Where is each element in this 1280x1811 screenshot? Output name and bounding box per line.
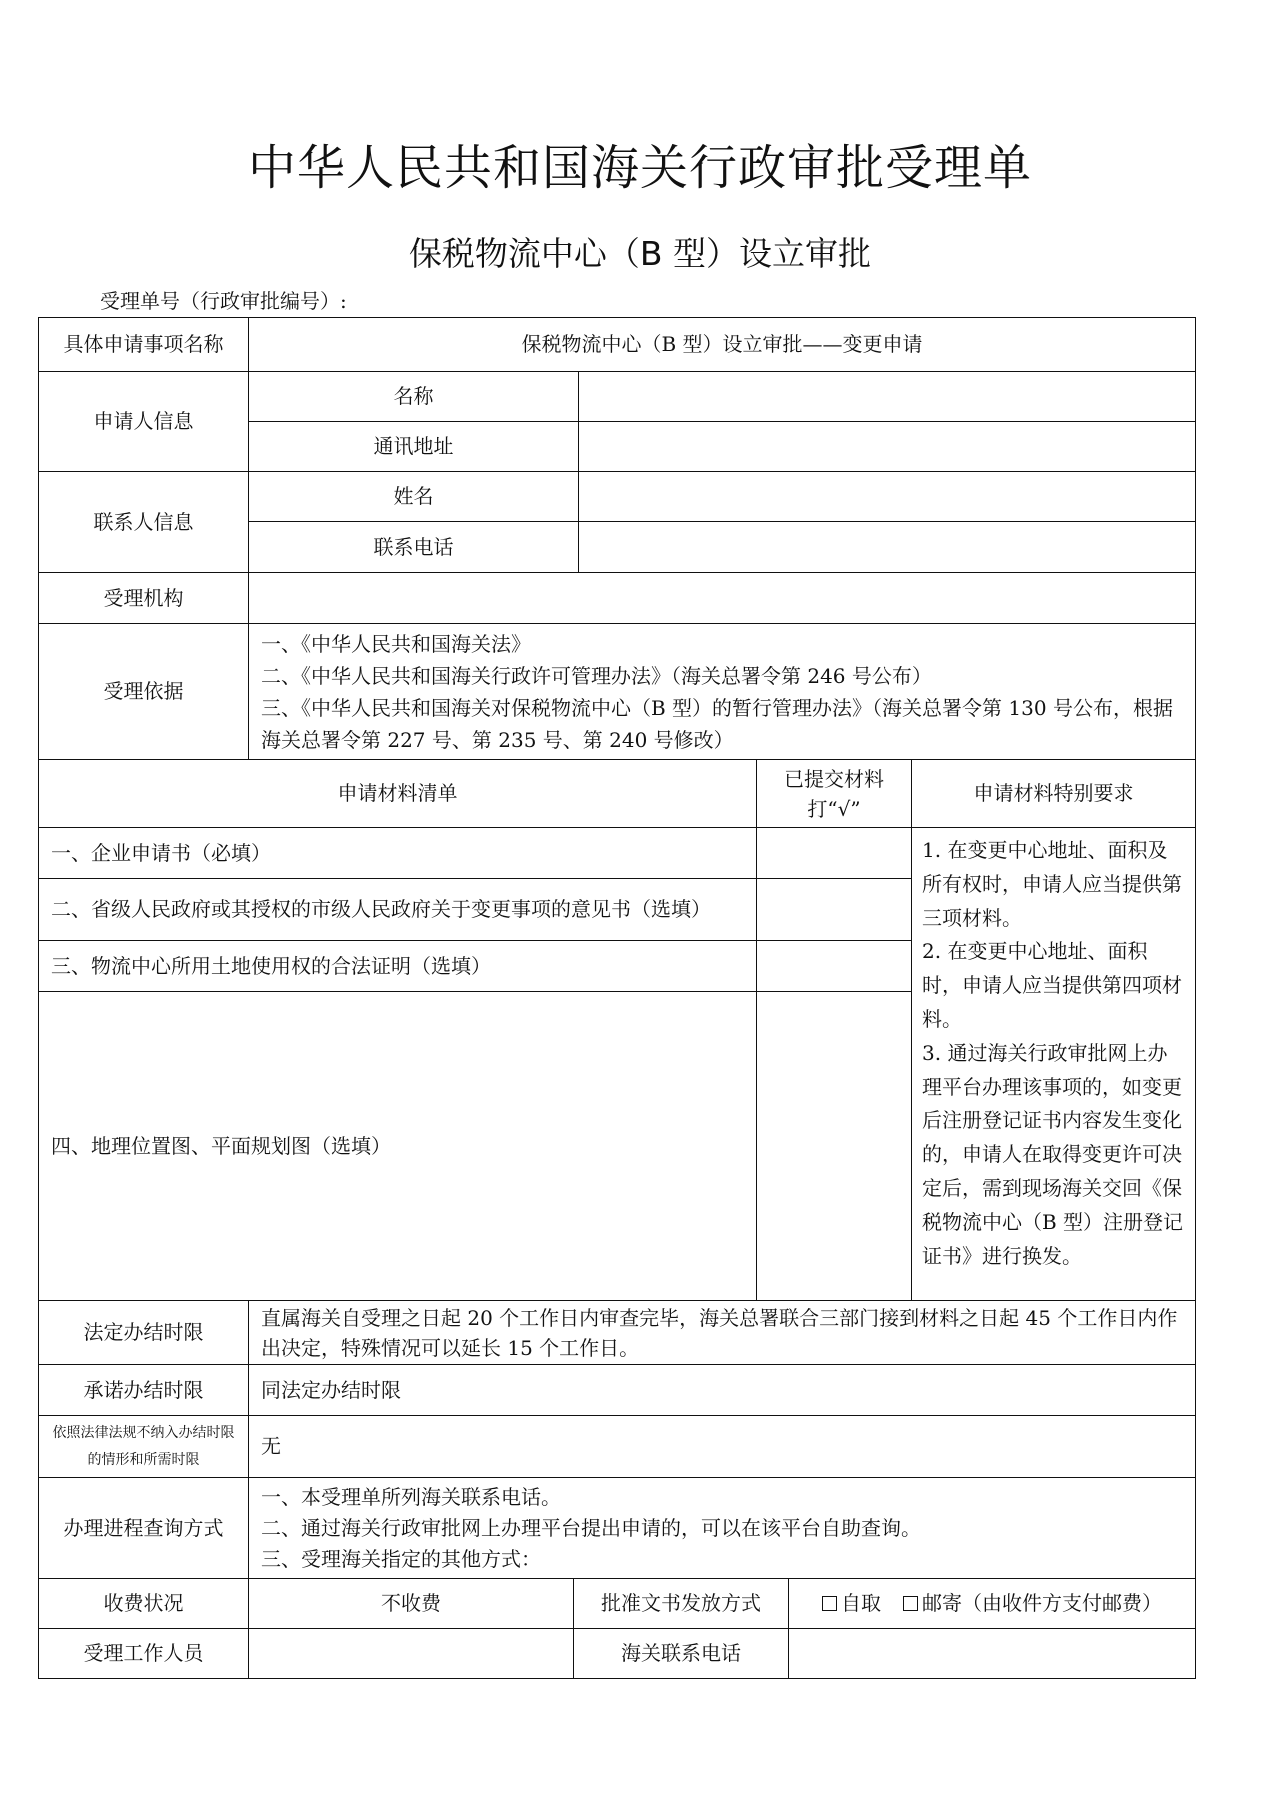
excluded-time-value: 无 <box>249 1416 1195 1478</box>
page-title: 中华人民共和国海关行政审批受理单 <box>247 140 1032 196</box>
submitted-header-line: 已提交材料 <box>784 766 884 791</box>
delivery-option-label: 自取 <box>841 1591 881 1615</box>
special-requirements-text: 1. 在变更中心地址、面积及所有权时，申请人应当提供第三项材料。 2. 在变更中心地址、面积时，申请人应当提供第四项材料。 3. 通过海关行政审批网上办理平台办理该事项的，如变更后注册登记证书内容发生变化的，申请人在取得变更许可决定后，需到现场海关交回《保税物流中心（B 型）注册登记证书》进行换发。 <box>912 828 1195 1301</box>
customs-phone-field[interactable] <box>789 1629 1195 1678</box>
legal-limit-label: 法定办结时限 <box>39 1301 249 1365</box>
applicant-address-label: 通讯地址 <box>249 422 579 472</box>
contact-name-field[interactable] <box>579 472 1195 522</box>
material-check-cell[interactable] <box>757 879 912 941</box>
delivery-option-mail[interactable] <box>903 1587 1162 1620</box>
excluded-time-label: 依照法律法规不纳入办结时限的情形和所需时限 <box>39 1416 249 1478</box>
material-item: 三、物流中心所用土地使用权的合法证明（选填） <box>39 941 757 992</box>
basis-label: 受理依据 <box>39 624 249 760</box>
staff-label: 受理工作人员 <box>39 1629 249 1678</box>
delivery-option-pickup[interactable] <box>822 1587 881 1620</box>
agency-label: 受理机构 <box>39 573 249 624</box>
basis-item: 一、《中华人民共和国海关法》 <box>261 631 531 656</box>
promised-limit-value: 同法定办结时限 <box>249 1365 1195 1416</box>
delivery-option-label: 邮寄（由收件方支付邮费） <box>922 1591 1162 1615</box>
checkbox-icon[interactable] <box>822 1596 837 1611</box>
receipt-number-label: 受理单号（行政审批编号）: <box>100 289 347 313</box>
delivery-method-label: 批准文书发放方式 <box>574 1579 789 1629</box>
progress-query-list <box>249 1478 1195 1579</box>
customs-phone-label: 海关联系电话 <box>574 1629 789 1678</box>
contact-info-label: 联系人信息 <box>39 472 249 573</box>
page-subtitle: 保税物流中心（B 型）设立审批 <box>408 234 872 273</box>
special-requirements-header: 申请材料特别要求 <box>912 760 1195 828</box>
progress-query-label: 办理进程查询方式 <box>39 1478 249 1579</box>
material-item: 四、地理位置图、平面规划图（选填） <box>39 992 757 1301</box>
fee-value: 不收费 <box>249 1579 574 1629</box>
contact-phone-field[interactable] <box>579 522 1195 573</box>
legal-limit-value: 直属海关自受理之日起 20 个工作日内审查完毕，海关总署联合三部门接到材料之日起 45 个工作日内作出决定，特殊情况可以延长 15 个工作日。 <box>249 1301 1195 1365</box>
contact-name-label: 姓名 <box>249 472 579 522</box>
delivery-method-options <box>789 1579 1195 1629</box>
basis-list <box>249 624 1195 760</box>
material-item: 二、省级人民政府或其授权的市级人民政府关于变更事项的意见书（选填） <box>39 879 757 941</box>
progress-query-item: 三、受理海关指定的其他方式： <box>261 1546 541 1571</box>
staff-field[interactable] <box>249 1629 574 1678</box>
promised-limit-label: 承诺办结时限 <box>39 1365 249 1416</box>
agency-field[interactable] <box>249 573 1195 624</box>
materials-header: 申请材料清单 <box>39 760 757 828</box>
applicant-name-field[interactable] <box>579 372 1195 422</box>
applicant-info-label: 申请人信息 <box>39 372 249 472</box>
applicant-name-label: 名称 <box>249 372 579 422</box>
progress-query-item: 二、通过海关行政审批网上办理平台提出申请的，可以在该平台自助查询。 <box>261 1515 921 1540</box>
submitted-header-line: 打“√” <box>807 796 861 821</box>
application-form-table <box>38 317 1196 1679</box>
item-name-value: 保税物流中心（B 型）设立审批——变更申请 <box>249 318 1195 372</box>
material-check-cell[interactable] <box>757 992 912 1301</box>
material-item: 一、企业申请书（必填） <box>39 828 757 879</box>
basis-item: 三、《中华人民共和国海关对保税物流中心（B 型）的暂行管理办法》（海关总署令第 130 号公布，根据海关总署令第 227 号、第 235 号、第 240 号修改） <box>261 695 1173 752</box>
progress-query-item: 一、本受理单所列海关联系电话。 <box>261 1484 561 1509</box>
checkbox-icon[interactable] <box>903 1596 918 1611</box>
contact-phone-label: 联系电话 <box>249 522 579 573</box>
item-name-label: 具体申请事项名称 <box>39 318 249 372</box>
material-check-cell[interactable] <box>757 828 912 879</box>
basis-item: 二、《中华人民共和国海关行政许可管理办法》（海关总署令第 246 号公布） <box>261 663 932 688</box>
applicant-address-field[interactable] <box>579 422 1195 472</box>
submitted-header <box>757 760 912 828</box>
material-check-cell[interactable] <box>757 941 912 992</box>
fee-label: 收费状况 <box>39 1579 249 1629</box>
